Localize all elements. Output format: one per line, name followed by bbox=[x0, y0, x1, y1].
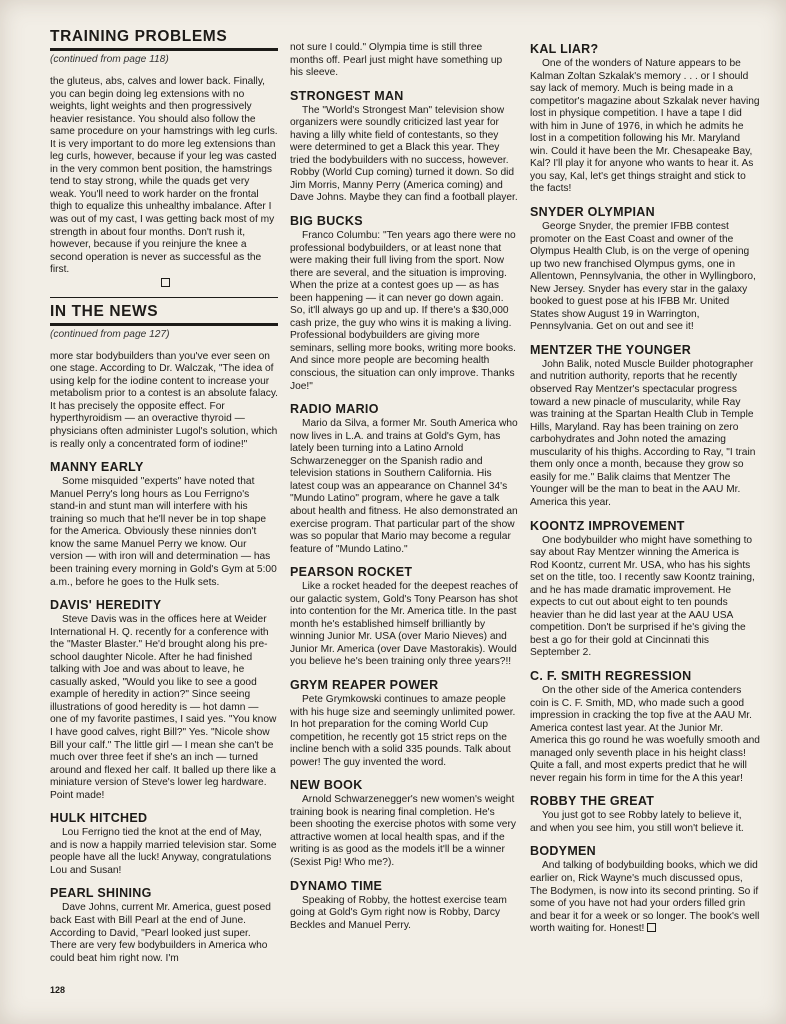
story-headline: KAL LIAR? bbox=[530, 42, 599, 56]
story-body: Pete Grymkowski continues to amaze people with his huge size and seemingly unlimited power. In hot preparation for the coming World Cup competition, he recently got 15 strict reps on the incline bench with a solid 335 pounds. Talk about power! The guy invented the word. bbox=[290, 693, 516, 768]
story-body: Franco Columbu: "Ten years ago there were no professional bodybuilders, or at least none that were making their full living from the sport. Now there are several, and the situation is improving. When the prize at a contest goes up — as has been happening — it can never go down again. So, it'll always go up and up. If there's a $30,000 cash prize, the guy who wins it is making a living. Professional bodybuilders are giving more seminars, selling more books, writing more books. And since more people are becoming health conscious, the situation can only improve. Thanks Joe!" bbox=[290, 230, 516, 392]
story-headline: PEARSON ROCKET bbox=[290, 565, 413, 580]
end-mark-icon bbox=[50, 278, 278, 289]
section-rule bbox=[50, 323, 278, 326]
story-body: Lou Ferrigno tied the knot at the end of May, and is now a happily married television star. Some people have all the luck! Anyway, congratulations Lou and Susan! bbox=[50, 827, 277, 876]
story-headline: ROBBY THE GREAT bbox=[530, 794, 655, 809]
story-body: Arnold Schwarzenegger's new women's weight training book is nearing final completion. He's been shooting the exercise photos with some very attractive women at local health spas, and if the writing is as good as the models it'll be a winner (Sexist Pig! Who me?). bbox=[290, 794, 516, 868]
story-body: Some misquided "experts" have noted that Manuel Perry's long hours as Lou Ferrigno's stand-in and stunt man will interfere with his training so much that he'll never be in top shape for the America. Obviously these ninnies don't know the same Manuel Perry we know. Our version — with iron will and determination — has been training every morning in Gold's Gym at 5:00 a.m., before he goes to the Hulk sets. bbox=[50, 476, 277, 588]
story-body: The "World's Strongest Man" television show organizers were soundly criticized last year for having a lilly white field of contestants, so they were determined to get a Black this year. They tried the bodybuilders with no success, however. Robby (World Cup coming) turned it down. So did Jim Morris, Manny Perry (America coming) and Dave Johns. Maybe they can find a football player. bbox=[290, 104, 518, 204]
story-continuation: not sure I could." Olympia time is still three months off. Pearl just might have something up his sleeve. bbox=[290, 42, 503, 79]
page-number: 128 bbox=[50, 985, 66, 995]
story-body: Mario da Silva, a former Mr. South America who now lives in L.A. and trains at Gold's Gym, has lately been turning into a Latino Arnold Schwarzenegger on the Spanish radio and television stations in Southern California. His latest coup was an appearance on Channel 34's "Mundo Latino" program, where he gave a talk about health and fitness. He also demonstrated an exercise program. That particular part of the show was so popular that Mario may become a regular feature of "Mundo Latino." bbox=[290, 418, 518, 555]
story-headline: DYNAMO TIME bbox=[290, 878, 383, 893]
section-rule bbox=[50, 297, 278, 298]
story-body: George Snyder, the premier IFBB contest promoter on the East Coast and owner of the Olympus Health Club, is on the verge of opening up two new franchised Olympus gyms, one in Allentown, Pennsylvania, the other in Wyllingboro, New Jersey. Snyder has every star in the galaxy booked to guest pose at his IFBB Mr. United States show August 19 in Warrington, Pennsylvania. Get on out and see it! bbox=[530, 221, 756, 333]
story-headline: STRONGEST MAN bbox=[290, 88, 404, 103]
story-headline: BIG BUCKS bbox=[290, 214, 363, 229]
story-headline: SNYDER OLYMPIAN bbox=[530, 205, 655, 220]
column-1 bbox=[50, 28, 278, 965]
story-body: On the other side of the America contenders coin is C. F. Smith, MD, who made such a good impression in cracking the top five at the AAU Mr. America contest last year. At the Junior Mr. America this go round he was woefully smooth and managed only seventh place in his height class! Quite a fall, and most experts predict that he will never regain his form in time for the A this year! bbox=[530, 684, 760, 784]
story-headline: DAVIS' HEREDITY bbox=[50, 598, 162, 613]
story-headline: BODYMEN bbox=[530, 844, 596, 859]
story-body: And talking of bodybuilding books, which we did earlier on, Rick Wayne's much discussed opus, The Bodymen, is now into its second printing. So if some of you have not had your orders filled grin and bear it for a week or so longer. The book's well worth waiting for. Honest! bbox=[530, 860, 760, 935]
section-title-in-the-news: IN THE NEWS bbox=[50, 302, 159, 320]
story-headline: HULK HITCHED bbox=[50, 811, 148, 826]
story-body: One bodybuilder who might have something to say about Ray Mentzer winning the America is Rod Koontz, current Mr. USA, who has his sights set on the title, too. I recently saw Koontz training, and he has made dramatic improvement. He expects to cut out about eight to ten pounds heavier than he did last year at the AAU USA competition. Don't be surprised if he's giving the best a go for their gold at Cincinnati this September 2. bbox=[530, 534, 755, 659]
story-body: Speaking of Robby, the hottest exercise team going at Gold's Gym right now is Robby, Darcy Beckles and Manuel Perry. bbox=[290, 894, 507, 931]
story-body: One of the wonders of Nature appears to be Kalman Zoltan Szkalak's memory . . . or I should say lack of memory. Much is being made in a competitor's magazine about Szkalak never having lost in physique competition. I have a tape I did with him in June of 1976, in which he admits he lost in a competition following his Mr. Maryland win. Could it have been the Mr. Chesapeake Bay, Kal? I'll play it for anyone who wants to hear it. As you say, Kal, let's get things straight and stick to the facts! bbox=[530, 58, 760, 195]
story-headline: GRYM REAPER POWER bbox=[290, 677, 439, 692]
in-the-news-body: more star bodybuilders than you've ever seen on one stage. According to Dr. Walczak, "The idea of using kelp for the iodine content to increase your metabolism prior to a contest is an absolute falacy. It has precisely the opposite effect. For hyperthyroidism — an overactive thyroid — physicians often administer Lugol's solution, which is really only a concentrated form of iodine!" bbox=[50, 350, 279, 450]
story-headline: MANNY EARLY bbox=[50, 460, 144, 475]
story-body: Steve Davis was in the offices here at Weider International H. Q. recently for a conference with the "Master Blaster." He'd brought along his pre-school daughter Nicole. After he had finished talking with Joe and was about to leave, he casually asked, "Would you like to see a good example of heredity in action?" Since seeing illustrations of good heredity is — hot damn — one of my favorite pastimes, I said yes. "You know I have good calves, right Bill?" Yes. "Nicole show Bill your calf." The little girl — I mean she can't be much over three feet if she's an inch — turned around and flexed her calf. It balled up there like a miniature version of Steve's lower leg hardware. Point made! bbox=[50, 614, 277, 801]
story-headline: KOONTZ IMPROVEMENT bbox=[530, 518, 685, 533]
column-3 bbox=[530, 42, 760, 936]
training-problems-body: the gluteus, abs, calves and lower back. Finally, you can begin doing leg extensions with no weights, light weights and then progressively heavier resistance. You should also follow the same procedure on your hamstrings with leg curls. It is very important to do more leg extensions than leg curls, however, because if your leg was casted in the very common bent position, the hamstrings tend to stay strong, while the quads get very weak. You'll need to work harder on the frontal thigh to equalize this unhealthy imbalance. After I was out of my cast, I was getting back most of my strength in about four months. Don't rush it, however, because if you reinjure the knee a second operation is never as successful as the first. bbox=[50, 76, 278, 276]
story-body: Like a rocket headed for the deepest reaches of our galactic system, Gold's Tony Pearson has shot into contention for the Mr. America title. In the past month he's established himself brilliantly by winning Junior Mr. USA (over Mario Nieves) and Junior Mr. America (over Dave Mastorakis). Would you believe he's been training only three years?!! bbox=[290, 581, 518, 668]
continued-note: (continued from page 118) bbox=[50, 54, 169, 65]
story-body: You just got to see Robby lately to believe it, and when you see him, you still won't believe it. bbox=[530, 810, 744, 834]
story-body: John Balik, noted Muscle Builder photographer and nutrition authority, reports that he recently observed Ray Mentzer's spectacular progress toward a new pinacle of muscularity, while Ray was training at the Spartan Health Club in Temple Hills, Maryland. Ray has been training on zero carbohydrates and John noted the amazing muscularity of his thighs. According to Ray, "I train them only once a month, because they grow so easily for me." Balik claims that Mentzer The Younger will be the man to beat in the AAU Mr. America this year. bbox=[530, 358, 756, 508]
story-headline: NEW BOOK bbox=[290, 778, 363, 793]
story-headline: RADIO MARIO bbox=[290, 402, 379, 417]
section-rule bbox=[50, 48, 278, 51]
story-headline: C. F. SMITH REGRESSION bbox=[530, 668, 692, 683]
end-mark-icon bbox=[647, 923, 656, 932]
story-headline: MENTZER THE YOUNGER bbox=[530, 342, 692, 357]
continued-note: (continued from page 127) bbox=[50, 328, 170, 340]
section-title-training-problems: TRAINING PROBLEMS bbox=[50, 28, 228, 45]
story-headline: PEARL SHINING bbox=[50, 886, 152, 901]
column-2 bbox=[290, 42, 518, 932]
story-body: Dave Johns, current Mr. America, guest posed back East with Bill Pearl at the end of June. According to David, "Pearl looked just super. There are very few bodybuilders in America who could beat him right now. I'm bbox=[50, 902, 271, 964]
